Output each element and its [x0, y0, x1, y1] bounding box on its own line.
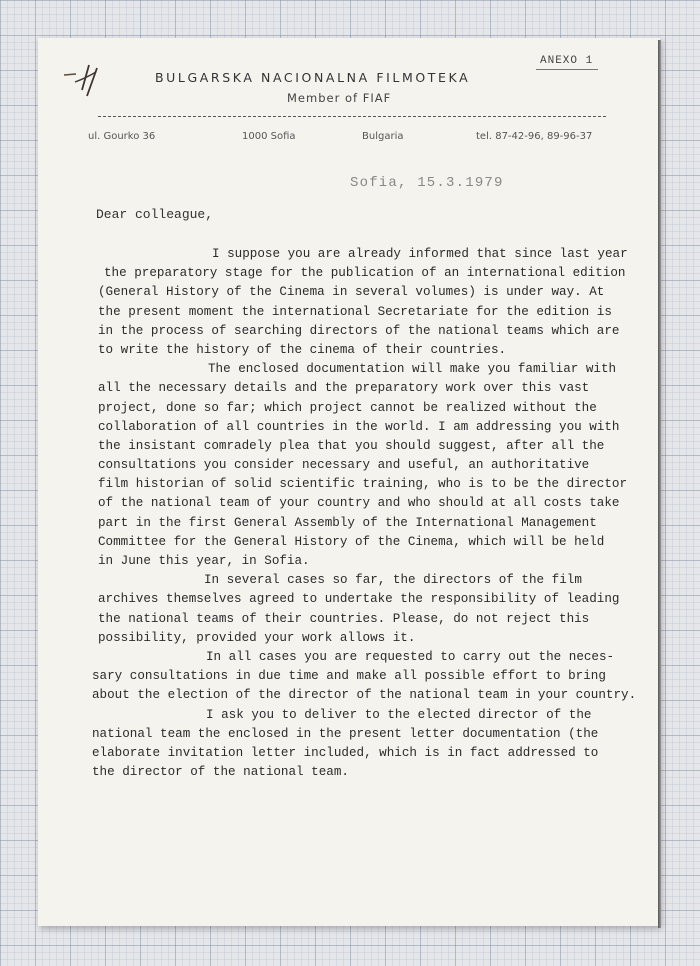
handwritten-mark-icon: [62, 62, 102, 100]
paragraph: [86, 706, 661, 783]
text-line: the preparatory stage for the publication of an international edition: [104, 266, 626, 281]
text-line: I ask you to deliver to the elected director of the: [206, 707, 592, 722]
text-line: I suppose you are already informed that since last year: [212, 247, 628, 261]
annex-label: ANEXO 1: [540, 55, 594, 67]
text-line: in the process of searching directors of the national teams which are: [98, 323, 620, 338]
text-line: In several cases so far, the directors of the film: [204, 573, 582, 588]
text-line: to write the history of the cinema of their countries.: [98, 342, 507, 357]
text-line: national team the enclosed in the present letter documentation (the: [92, 726, 599, 741]
letterhead-phone: tel. 87-42-96, 89-96-37: [476, 131, 593, 142]
text-line: elaborate invitation letter included, which is in fact addressed to: [92, 745, 599, 760]
paragraph: [86, 360, 661, 571]
paragraph: [86, 571, 661, 648]
text-line: the director of the national team.: [92, 765, 349, 780]
letterhead-street: ul. Gourko 36: [88, 131, 156, 142]
text-line: archives themselves agreed to undertake the responsibility of leading: [98, 592, 620, 607]
letterhead-membership: Member of FIAF: [287, 91, 392, 105]
text-line: project, done so far; which project cannot be realized without the: [98, 400, 597, 415]
text-line: In all cases you are requested to carry out the neces-: [206, 649, 615, 664]
text-line: collaboration of all countries in the world. I am addressing you with: [98, 419, 620, 434]
text-line: in June this year, in Sofia.: [98, 554, 310, 568]
text-line: The enclosed documentation will make you familiar with: [208, 362, 617, 377]
text-line: consultations you consider necessary and useful, an authoritative: [98, 458, 590, 473]
text-line: about the election of the director of the national team in your country.: [92, 688, 637, 703]
letterhead-rule: [98, 116, 606, 117]
paragraph: [86, 245, 661, 360]
text-line: possibility, provided your work allows it.: [98, 630, 416, 645]
text-line: film historian of solid scientific training, who is to be the director: [98, 477, 628, 492]
salutation: Dear colleague,: [96, 207, 214, 222]
text-line: the present moment the international Secretariate for the edition is: [98, 304, 612, 319]
text-line: of the national team of your country and who should at all costs take: [98, 496, 620, 511]
text-line: all the necessary details and the preparatory work over this vast: [98, 381, 590, 396]
text-line: sary consultations in due time and make all possible effort to bring: [92, 669, 606, 684]
paragraph: [86, 648, 661, 706]
text-line: Committee for the General History of the Cinema, which will be held: [98, 534, 605, 549]
letterhead-org-name: BULGARSKA NACIONALNA FILMOTEKA: [155, 70, 471, 85]
letter-body: [86, 245, 661, 782]
text-line: the insistant comradely plea that you should suggest, after all the: [98, 438, 605, 453]
letter-date: Sofia, 15.3.1979: [350, 175, 504, 191]
text-line: (General History of the Cinema in several volumes) is under way. At: [98, 285, 605, 300]
letterhead-country: Bulgaria: [362, 131, 404, 142]
letterhead-city: 1000 Sofia: [242, 131, 296, 142]
text-line: part in the first General Assembly of the International Management: [98, 515, 597, 530]
annex-underline: [536, 69, 598, 70]
text-line: the national teams of their countries. Please, do not reject this: [98, 611, 590, 626]
